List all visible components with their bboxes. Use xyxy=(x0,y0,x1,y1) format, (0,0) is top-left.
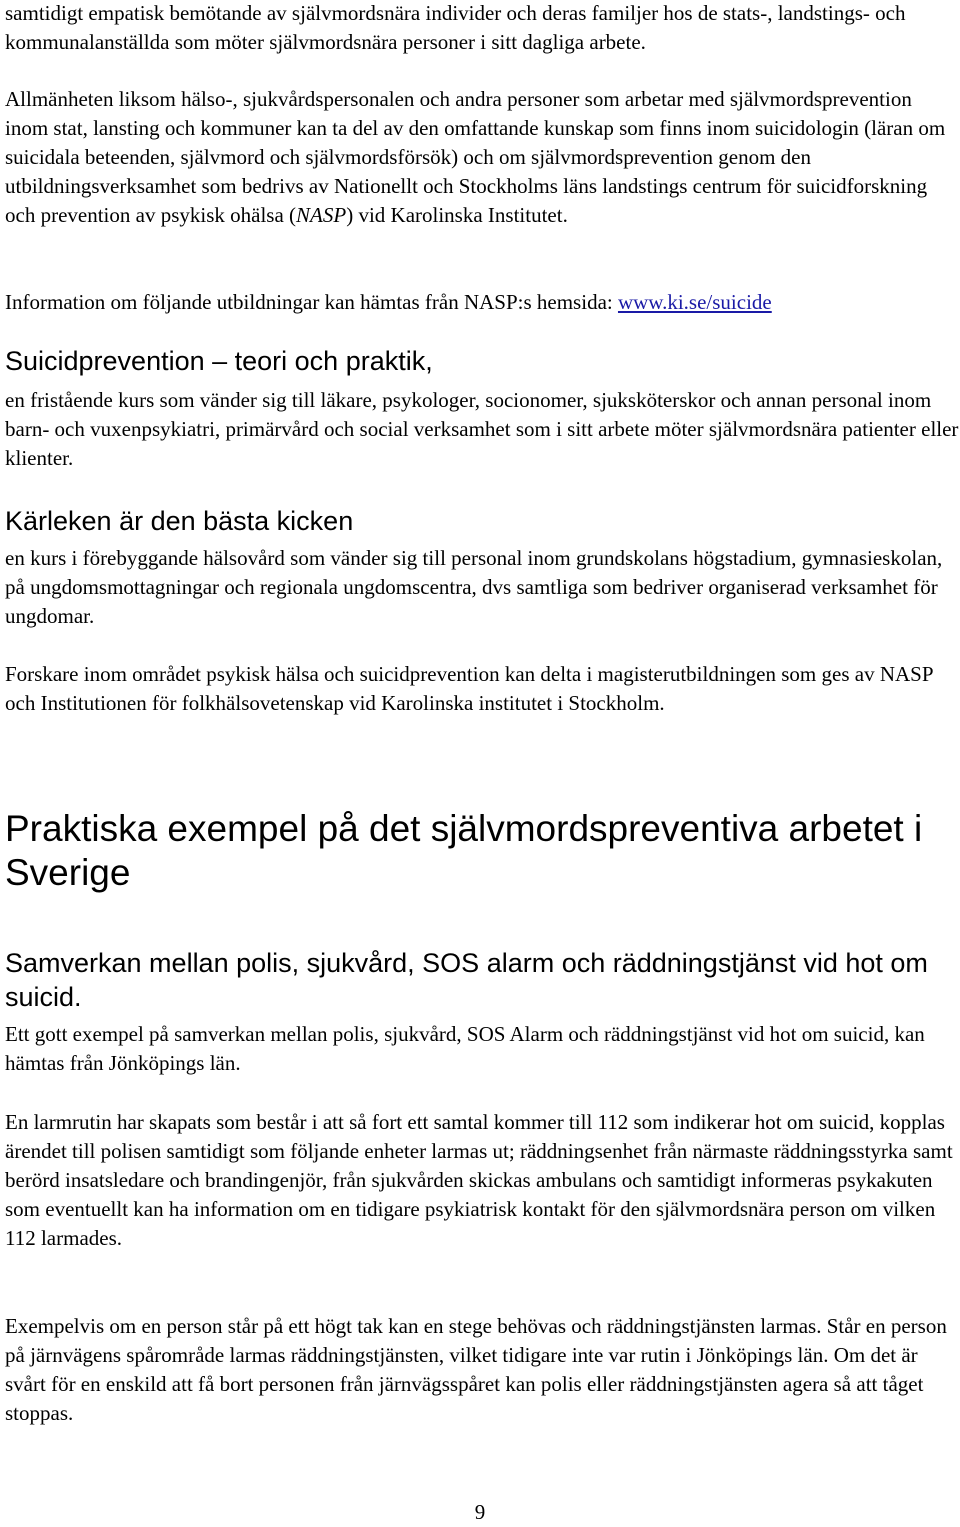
researchers-paragraph: Forskare inom området psykisk hälsa och suicidprevention kan delta i magisterutbildningen som ges av NASP och Institutionen för folkhälsovetenskap vid Karolinska institutet i Stockholm. xyxy=(5,662,933,715)
public-access-paragraph xyxy=(5,85,960,230)
info-text: Information om följande utbildningar kan hämtas från NASP:s hemsida: xyxy=(5,290,618,314)
nasp-website-link[interactable]: www.ki.se/suicide xyxy=(617,290,772,314)
subsection-paragraph-2: En larmrutin har skapats som består i att så fort ett samtal kommer till 112 som indikerar hot om suicid, kopplas ärendet till polisen samtidigt som följande enheter larmas ut; räddningsenhet från närmaste räddningsstyrka samt berörd insatsledare och brandingenjör, från sjukvården skickas ambulans och samtidigt informeras psykakuten som eventuellt kan ha information om en tidigare psykiatrisk kontakt för den självmordsnära person om vilken 112 larmades. xyxy=(5,1110,953,1250)
info-line xyxy=(5,288,960,317)
subsection-paragraph-3: Exempelvis om en person står på ett högt tak kan en stege behövas och räddningstjänsten larmas. Står en person på järnvägens spårområde larmas räddningstjänsten, vilket tidigare inte var rutin i Jönköpings län. Om det är svårt för en enskild att få bort personen från järnvägsspåret kan polis eller räddningstjänsten agera så att tåget stoppas. xyxy=(5,1314,947,1425)
subsection-paragraph-1: Ett gott exempel på samverkan mellan polis, sjukvård, SOS Alarm och räddningstjänst vid hot om suicid, kan hämtas från Jönköpings län. xyxy=(5,1022,925,1075)
course1-text: en fristående kurs som vänder sig till läkare, psykologer, socionomer, sjuksköterskor och annan personal inom barn- och vuxenpsykiatri, primärvård och social verksamhet som i sitt arbete möter självmordsnära patienter eller klienter. xyxy=(5,388,959,470)
nasp-abbreviation: NASP xyxy=(296,203,347,227)
intro-tail-paragraph: samtidigt empatisk bemötande av självmordsnära individer och deras familjer hos de stats-, landstings- och kommunalanställda som möter självmordsnära personer i sitt dagliga arbete. xyxy=(5,1,906,54)
page-number: 9 xyxy=(474,1500,486,1524)
public-text-before: Allmänheten liksom hälso-, sjukvårdspersonalen och andra personer som arbetar med självmordsprevention inom stat, lansting och kommuner kan ta del av den omfattande kunskap som finns inom suicidologin (läran om suicidala beteenden, självmord och självmordsförsök) och om självmordsprevention genom den utbildningsverksamhet som bedrivs av Nationellt och Stockholms läns landstings centrum för suicidforskning och prevention av psykisk ohälsa ( xyxy=(5,87,946,227)
course2-heading: Kärleken är den bästa kicken xyxy=(5,506,354,536)
course2-text: en kurs i förebyggande hälsovård som vänder sig till personal inom grundskolans högstadium, gymnasieskolan, på ungdomsmottagningar och regionala ungdomscentra, dvs samtliga som bedriver organiserad verksamhet för ungdomar. xyxy=(5,546,943,628)
public-text-after: ) vid Karolinska Institutet. xyxy=(346,203,568,227)
course1-heading: Suicidprevention – teori och praktik, xyxy=(5,346,433,376)
subsection-heading: Samverkan mellan polis, sjukvård, SOS alarm och räddningstjänst vid hot om suicid. xyxy=(5,948,928,1012)
section-title: Praktiska exempel på det självmordspreventiva arbetet i Sverige xyxy=(5,808,923,893)
